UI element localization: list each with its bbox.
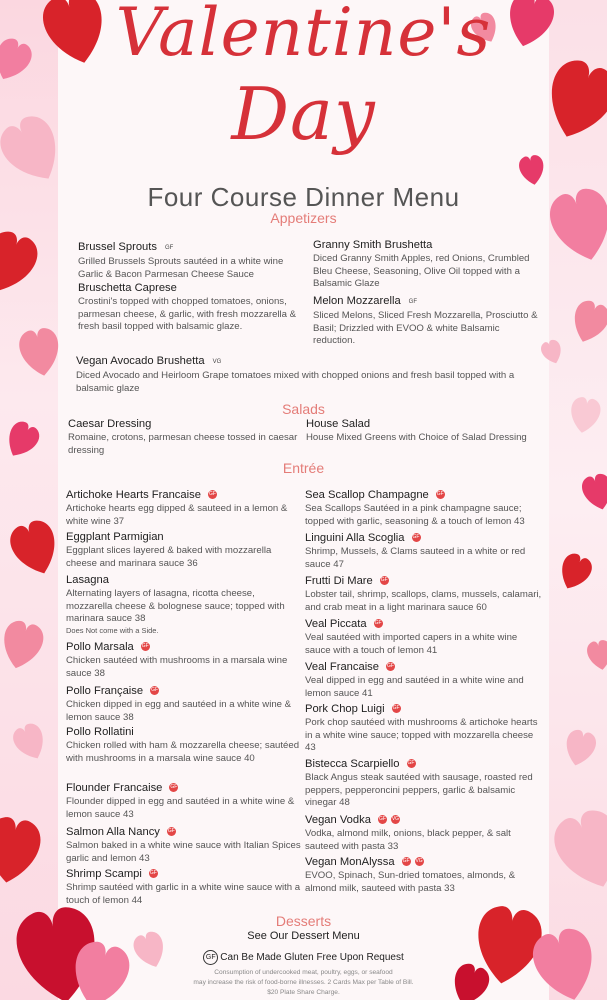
item-name: Bistecca Scarpiello GF — [305, 758, 415, 770]
item-name: Artichoke Hearts Francaise GF — [66, 489, 216, 501]
gf-badge: GF — [141, 642, 149, 649]
gf-badge: GF — [407, 759, 415, 766]
gf-badge: GF — [167, 827, 175, 834]
item-description: Diced Avocado and Heirloom Grape tomatoes mixed with chopped onions and fresh basil topped with a balsamic glaze — [76, 370, 515, 394]
item-name: Sea Scallop Champagne GF — [305, 489, 444, 501]
item-name: Frutti Di Mare GF — [305, 575, 388, 587]
menu-item — [305, 531, 545, 571]
gluten-free-note: GF Can Be Made Gluten Free Upon Request — [0, 950, 607, 965]
item-name: House Salad — [306, 418, 371, 430]
section-salads: Salads — [282, 401, 325, 417]
menu-item — [66, 781, 302, 821]
menu-item — [306, 417, 546, 445]
item-name: Veal Francaise GF — [305, 661, 394, 673]
item-description: Diced Granny Smith Apples, red Onions, Crumbled Bleu Cheese, Seasoning, Olive Oil topped with a Balsamic Glaze — [313, 253, 530, 289]
item-description: Eggplant slices layered & baked with mozzarella cheese and marinara sauce 36 — [66, 545, 272, 569]
gf-circle-icon: GF — [203, 950, 218, 965]
vg-badge: VG — [415, 857, 423, 864]
gf-tag: GF — [408, 299, 418, 305]
item-description: Grilled Brussels Sprouts sautéed in a white wine Garlic & Bacon Parmesan Cheese Sauce — [78, 256, 284, 280]
dessert-menu-note: See Our Dessert Menu — [247, 930, 360, 942]
menu-item — [66, 825, 302, 865]
disclaimer-line-3: $20 Plate Share Charge. — [267, 989, 340, 996]
menu-item — [313, 294, 538, 348]
menu-item — [66, 530, 302, 570]
item-description: Crostini's topped with chopped tomatoes, onions, parmesan cheese, & garlic, with fresh mozzarella & fresh basil topped with balsamic glaze. — [78, 296, 297, 332]
menu-item — [305, 813, 545, 853]
menu-item — [78, 281, 303, 334]
item-name: Caesar Dressing — [68, 418, 152, 430]
item-description: Chicken dipped in egg and sautéed in a white wine & lemon sauce 38 — [66, 699, 292, 723]
menu-item — [66, 640, 302, 680]
menu-item — [66, 684, 302, 724]
gf-badge: GF — [387, 662, 394, 669]
menu-item — [66, 725, 302, 765]
item-description: Sliced Melons, Sliced Fresh Mozzarella, Prosciutto & Basil; Drizzled with EVOO & white Balsamic reduction. — [313, 310, 538, 346]
section-entree: Entrée — [282, 460, 325, 476]
item-name: Veal Piccata GF — [305, 618, 382, 630]
gf-badge: GF — [151, 686, 159, 693]
menu-item — [313, 238, 538, 291]
item-name: Granny Smith Brushetta — [313, 239, 433, 251]
item-name: Pollo Française GF — [66, 685, 159, 697]
section-desserts: Desserts — [275, 913, 332, 929]
gf-badge: GF — [392, 704, 400, 711]
menu-item — [66, 573, 302, 635]
item-name: Vegan MonAlyssa GF VG — [305, 856, 423, 868]
item-description: Lobster tail, shrimp, scallops, clams, mussels, calamari, and crab meat in a light marinara sauce 60 — [305, 589, 542, 613]
menu-item — [305, 574, 545, 614]
item-name: Salmon Alla Nancy GF — [66, 826, 175, 838]
gf-badge: GF — [374, 619, 382, 626]
item-note: Does Not come with a Side. — [66, 625, 159, 635]
item-description: Shrimp, Mussels, & Clams sauteed in a white or red sauce 47 — [305, 546, 526, 570]
item-description: Artichoke hearts egg dipped & sauteed in a lemon & white wine 37 — [66, 503, 288, 527]
item-description: Romaine, crotons, parmesan cheese tossed in caesar dressing — [68, 432, 298, 456]
gf-badge: GF — [402, 857, 410, 864]
item-description: Flounder dipped in egg and sautéed in a white wine & lemon sauce 43 — [66, 796, 295, 820]
item-name: Flounder Francaise GF — [66, 782, 178, 794]
menu-item — [68, 417, 308, 457]
item-name: Lasagna — [66, 574, 109, 586]
item-name: Pollo Rollatini — [66, 726, 134, 738]
vg-tag: VG — [212, 359, 222, 365]
menu-item — [305, 855, 545, 895]
disclaimer-line-1: Consumption of undercooked meat, poultry, eggs, or seafood — [214, 969, 393, 976]
item-description: Veal dipped in egg and sautéed in a white wine and lemon sauce 41 — [305, 675, 524, 699]
disclaimer-line-2: may increase the risk of food-borne illnesses. 2 Cards Max per Table of Bill. — [193, 979, 414, 986]
item-description: Veal sautéed with imported capers in a white wine sauce with a touch of lemon 41 — [305, 632, 518, 656]
menu-item — [305, 660, 545, 700]
section-appetizers: Appetizers — [270, 210, 337, 226]
menu-item — [305, 757, 545, 810]
item-description: Vodka, almond milk, onions, black pepper, & salt sauteed with pasta 33 — [305, 828, 511, 852]
gf-badge: GF — [208, 490, 216, 497]
menu-item — [305, 488, 545, 528]
item-description: House Mixed Greens with Choice of Salad Dressing — [306, 432, 527, 443]
subtitle: Four Course Dinner Menu — [147, 182, 460, 212]
menu-item — [66, 488, 302, 528]
menu-item — [305, 702, 545, 755]
item-name: Melon Mozzarella GF — [313, 295, 418, 307]
item-description: Alternating layers of lasagna, ricotta cheese, mozzarella cheese & bolognese sauce; topped with marinara sauce 38 — [66, 588, 285, 624]
item-description: Chicken sautéed with mushrooms in a marsala wine sauce 38 — [66, 655, 288, 679]
item-description: Shrimp sautéed with garlic in a white wine sauce with a touch of lemon 44 — [66, 882, 301, 906]
gf-tag: GF — [164, 245, 174, 251]
title-line-2: Day — [231, 72, 376, 156]
gf-badge: GF — [170, 783, 178, 790]
gf-badge: GF — [380, 576, 388, 583]
item-description: Black Angus steak sautéed with sausage, roasted red peppers, pepperoncini peppers, garlic & balsamic vinegar 48 — [305, 772, 533, 808]
item-description: Sea Scallops Sautéed in a pink champagne sauce; topped with garlic, seasoning & a touch of lemon 43 — [305, 503, 525, 527]
menu-item — [76, 354, 536, 395]
item-name: Pollo Marsala GF — [66, 641, 149, 653]
item-name: Linguini Alla Scoglia GF — [305, 532, 420, 544]
gf-badge: GF — [412, 533, 420, 540]
gf-badge: GF — [149, 869, 157, 876]
item-name: Pork Chop Luigi GF — [305, 703, 400, 715]
title-line-1: Valentine's — [115, 0, 492, 71]
gf-badge: GF — [378, 815, 386, 822]
item-description: Chicken rolled with ham & mozzarella cheese; sautéed with mushrooms in a marsala wine sauce 40 — [66, 740, 300, 764]
item-name: Vegan Vodka GF VG — [305, 814, 400, 826]
item-name: Bruschetta Caprese — [78, 282, 177, 294]
item-description: EVOO, Spinach, Sun-dried tomatoes, almonds, & almond milk, sauteed with pasta 33 — [305, 870, 516, 894]
gf-badge: GF — [436, 490, 444, 497]
menu-item — [66, 867, 302, 907]
menu-item — [305, 617, 545, 657]
item-name: Vegan Avocado Brushetta VG — [76, 355, 222, 367]
item-description: Pork chop sautéed with mushrooms & artichoke hearts in a white wine sauce; topped with mozzarella cheese 43 — [305, 717, 538, 753]
item-name: Eggplant Parmigian — [66, 531, 164, 543]
item-description: Salmon baked in a white wine sauce with Italian Spices garlic and lemon 43 — [66, 840, 301, 864]
item-name: Shrimp Scampi GF — [66, 868, 157, 880]
vg-badge: VG — [391, 815, 400, 822]
item-name: Brussel Sprouts GF — [78, 241, 174, 253]
menu-item — [78, 240, 303, 281]
